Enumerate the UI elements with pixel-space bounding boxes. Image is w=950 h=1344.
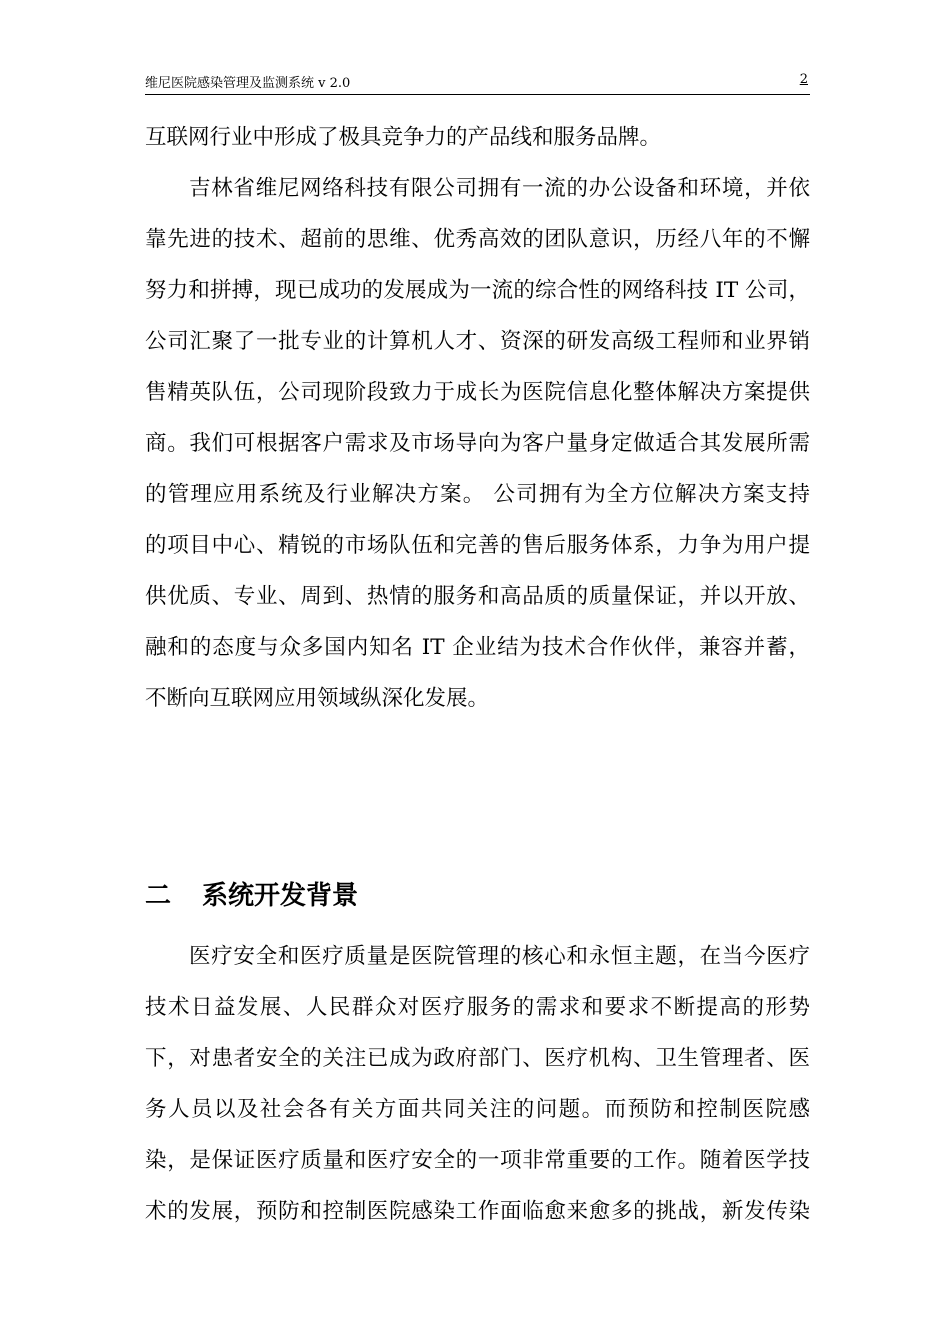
section-title: 系统开发背景	[202, 881, 359, 911]
text-line: 的管理应用系统及行业解决方案。 公司拥有为全方位解决方案支持	[145, 482, 810, 507]
text-line: 公司汇聚了一批专业的计算机人才、资深的研发高级工程师和业界销	[145, 329, 810, 354]
text-line: 互联网行业中形成了极具竞争力的产品线和服务品牌。	[145, 125, 662, 150]
text-line: 务人员以及社会各有关方面共同关注的问题。而预防和控制医院感	[145, 1097, 810, 1122]
paragraph-company-continued	[145, 112, 810, 163]
text-line: 不断向互联网应用领域纵深化发展。	[145, 686, 490, 711]
page-number: 2	[799, 72, 808, 87]
text-line: 靠先进的技术、超前的思维、优秀高效的团队意识，历经八年的不懈	[145, 227, 810, 252]
text-line: 下，对患者安全的关注已成为政府部门、医疗机构、卫生管理者、医	[145, 1046, 810, 1071]
section-heading	[145, 861, 810, 931]
paragraph-background	[145, 931, 810, 1237]
text-line: 医疗安全和医疗质量是医院管理的核心和永恒主题，在当今医疗	[189, 944, 810, 969]
section-number: 二	[145, 881, 172, 911]
text-line: 售精英队伍，公司现阶段致力于成长为医院信息化整体解决方案提供	[145, 380, 810, 405]
document-body	[145, 112, 810, 1237]
text-line: 染，是保证医疗质量和医疗安全的一项非常重要的工作。随着医学技	[145, 1148, 810, 1173]
text-line: 术的发展，预防和控制医院感染工作面临愈来愈多的挑战，新发传染	[145, 1199, 810, 1224]
text-line: 努力和拼搏，现已成功的发展成为一流的综合性的网络科技 IT 公司，	[145, 278, 810, 303]
text-line: 技术日益发展、人民群众对医疗服务的需求和要求不断提高的形势	[145, 995, 810, 1020]
text-line: 融和的态度与众多国内知名 IT 企业结为技术合作伙伴，兼容并蓄，	[145, 635, 810, 660]
text-line: 商。我们可根据客户需求及市场导向为客户量身定做适合其发展所需	[145, 431, 810, 456]
paragraph-company-profile	[145, 163, 810, 724]
text-line: 的项目中心、精锐的市场队伍和完善的售后服务体系，力争为用户提	[145, 533, 810, 558]
header-title: 维尼医院感染管理及监测系统 v 2.0	[145, 76, 351, 91]
section-spacer	[145, 724, 810, 861]
text-line: 吉林省维尼网络科技有限公司拥有一流的办公设备和环境，并依	[189, 176, 810, 201]
page-header	[145, 70, 810, 95]
text-line: 供优质、专业、周到、热情的服务和高品质的质量保证，并以开放、	[145, 584, 810, 609]
